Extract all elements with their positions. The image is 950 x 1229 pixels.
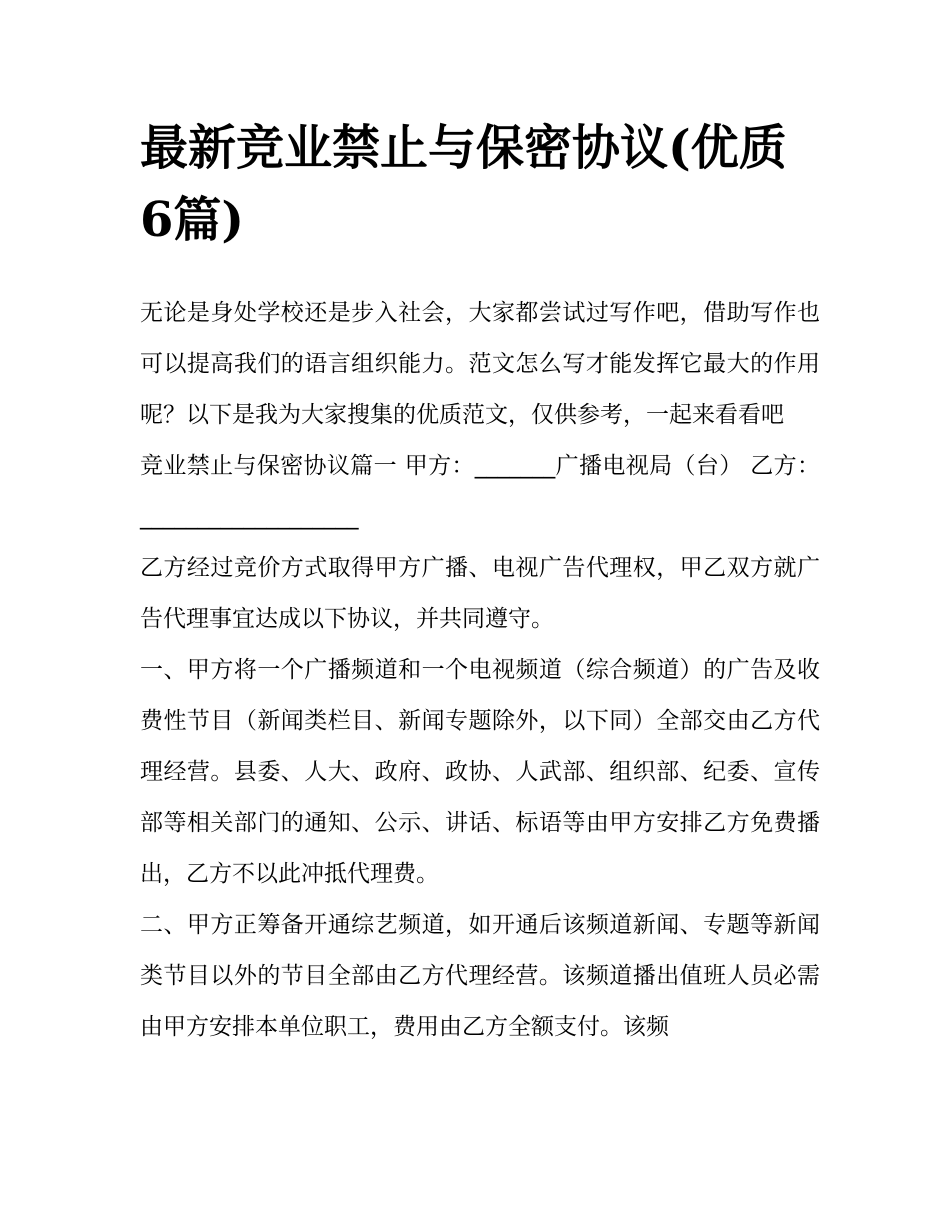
agreement-paragraph: 乙方经过竞价方式取得甲方广播、电视广告代理权，甲乙双方就广告代理事宜达成以下协议，并共同遵守。	[140, 555, 820, 632]
parties-paragraph: 竞业禁止与保密协议篇一 甲方：_______广播电视局（台） 乙方：___________________	[140, 453, 820, 530]
clause-one-paragraph: 一、甲方将一个广播频道和一个电视频道（综合频道）的广告及收费性节目（新闻类栏目、新闻专题除外，以下同）全部交由乙方代理经营。县委、人大、政府、政协、人武部、组织部、纪委、宣传部等相关部门的通知、公示、讲话、标语等由甲方安排乙方免费播出，乙方不以此冲抵代理费。	[140, 657, 820, 887]
intro-paragraph: 无论是身处学校还是步入社会，大家都尝试过写作吧，借助写作也可以提高我们的语言组织能力。范文怎么写才能发挥它最大的作用呢？以下是我为大家搜集的优质范文，仅供参考，一起来看看吧	[140, 300, 820, 428]
document-body	[140, 288, 820, 1053]
document-title: 最新竞业禁止与保密协议(优质6篇)	[140, 120, 787, 248]
clause-two-paragraph: 二、甲方正筹备开通综艺频道，如开通后该频道新闻、专题等新闻类节目以外的节目全部由乙方代理经营。该频道播出值班人员必需由甲方安排本单位职工，费用由乙方全额支付。该频	[140, 912, 820, 1040]
